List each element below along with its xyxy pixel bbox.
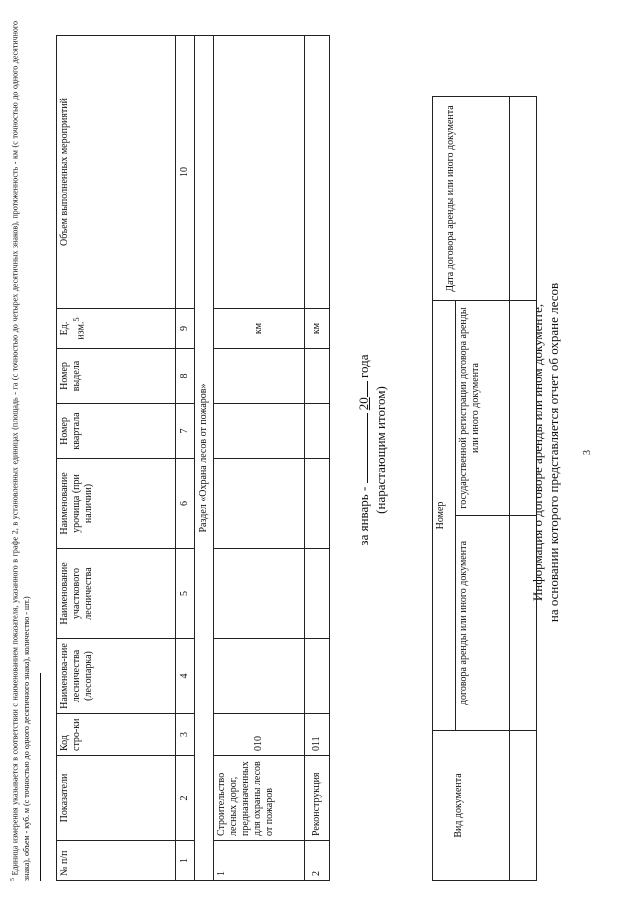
cell-forestry[interactable] [214,639,305,714]
colnum-10: 10 [176,36,195,309]
col-number-contract: договора аренды или иного документа [456,516,510,731]
doc-table-empty-row [510,97,537,881]
col-number-registration: государственной регистрации договора аренды или иного документа [456,301,510,516]
period-prefix: за январь - [356,486,371,546]
row-number: 2 [305,841,330,881]
reporting-period [355,340,372,560]
header-forestry: Наименова-ние лесничества (лесопарка) [57,639,176,714]
page-number: 3 [582,450,593,455]
colnum-6: 6 [176,459,195,549]
row-code: 011 [305,714,330,756]
period-year-suffix: года [356,354,371,378]
cell-allotment-number[interactable] [214,349,305,404]
period-year-prefix: 20 [356,397,371,411]
footnote-separator [40,673,41,881]
footnote-text: Единица измерения указывается в соответствии с наименованием показателя, указанного в графе 2, в установленных единицах (площадь - га (с точностью до четырех десятичных знаков), протяженность - км (с точностью до одного десятичного знака), объем - куб. м (с точностью до одного десятичного знака), количество - шт.) [10,20,31,881]
row-unit: км [305,309,330,349]
header-tract: Наименование урочища (при наличии) [57,459,176,549]
colnum-3: 3 [176,714,195,756]
footnote-mark: 5 [10,878,16,881]
table-row [305,36,330,881]
colnum-8: 8 [176,349,195,404]
unit-footnote-mark: 5 [72,317,81,322]
doc-table-header-row [433,97,456,881]
section-row [195,36,214,881]
cell-registration-number[interactable] [510,301,537,516]
section-fire-protection: Раздел «Охрана лесов от пожаров» [195,36,214,881]
colnum-5: 5 [176,549,195,639]
cell-contract-number[interactable] [510,516,537,731]
header-unit-label: Ед. изм. [59,321,87,340]
table-row [214,36,305,881]
header-allotment-number: Номер выдела [57,349,176,404]
cell-quarter-number[interactable] [214,404,305,459]
period-note: (нарастающим итогом) [373,386,388,514]
document-info-table [432,96,537,881]
main-header-row [57,36,176,881]
header-line-code: Код стро-ки [57,714,176,756]
col-number: Номер [433,301,456,731]
header-volume: Объем выполненных мероприятий [57,36,176,309]
cell-district-forestry[interactable] [214,549,305,639]
row-number: 1 [214,841,305,881]
footnote [8,21,32,881]
colnum-1: 1 [176,841,195,881]
cell-quarter-number[interactable] [305,404,330,459]
header-unit [57,309,176,349]
colnum-7: 7 [176,404,195,459]
row-unit: км [214,309,305,349]
colnum-2: 2 [176,756,195,841]
col-document-type: Вид документа [433,731,510,881]
cell-contract-date[interactable] [510,97,537,301]
main-report-table [56,35,330,881]
month-blank[interactable] [355,413,368,483]
colnum-9: 9 [176,309,195,349]
header-row-number: № п/п [57,841,176,881]
header-indicators: Показатели [57,756,176,841]
column-number-row [176,36,195,881]
year-blank[interactable] [355,381,368,397]
cell-tract[interactable] [305,459,330,549]
colnum-4: 4 [176,639,195,714]
cell-document-type[interactable] [510,731,537,881]
cell-district-forestry[interactable] [305,549,330,639]
header-district-forestry: Наименование участкового лесничества [57,549,176,639]
row-indicator: Реконструкция [305,756,330,841]
row-code: 010 [214,714,305,756]
title-line-2: на основании которого представляется отчет об охране лесов [546,282,561,623]
cell-volume[interactable] [305,36,330,309]
cell-tract[interactable] [214,459,305,549]
col-contract-date: Дата договора аренды или иного документа [433,97,510,301]
cell-forestry[interactable] [305,639,330,714]
cell-volume[interactable] [214,36,305,309]
cell-allotment-number[interactable] [305,349,330,404]
title-line-1: Информация о договоре аренды или ином документе, [530,303,545,602]
row-indicator: Строительство лесных дорог, предназначенных для охраны лесов от пожаров [214,756,305,841]
header-quarter-number: Номер квартала [57,404,176,459]
